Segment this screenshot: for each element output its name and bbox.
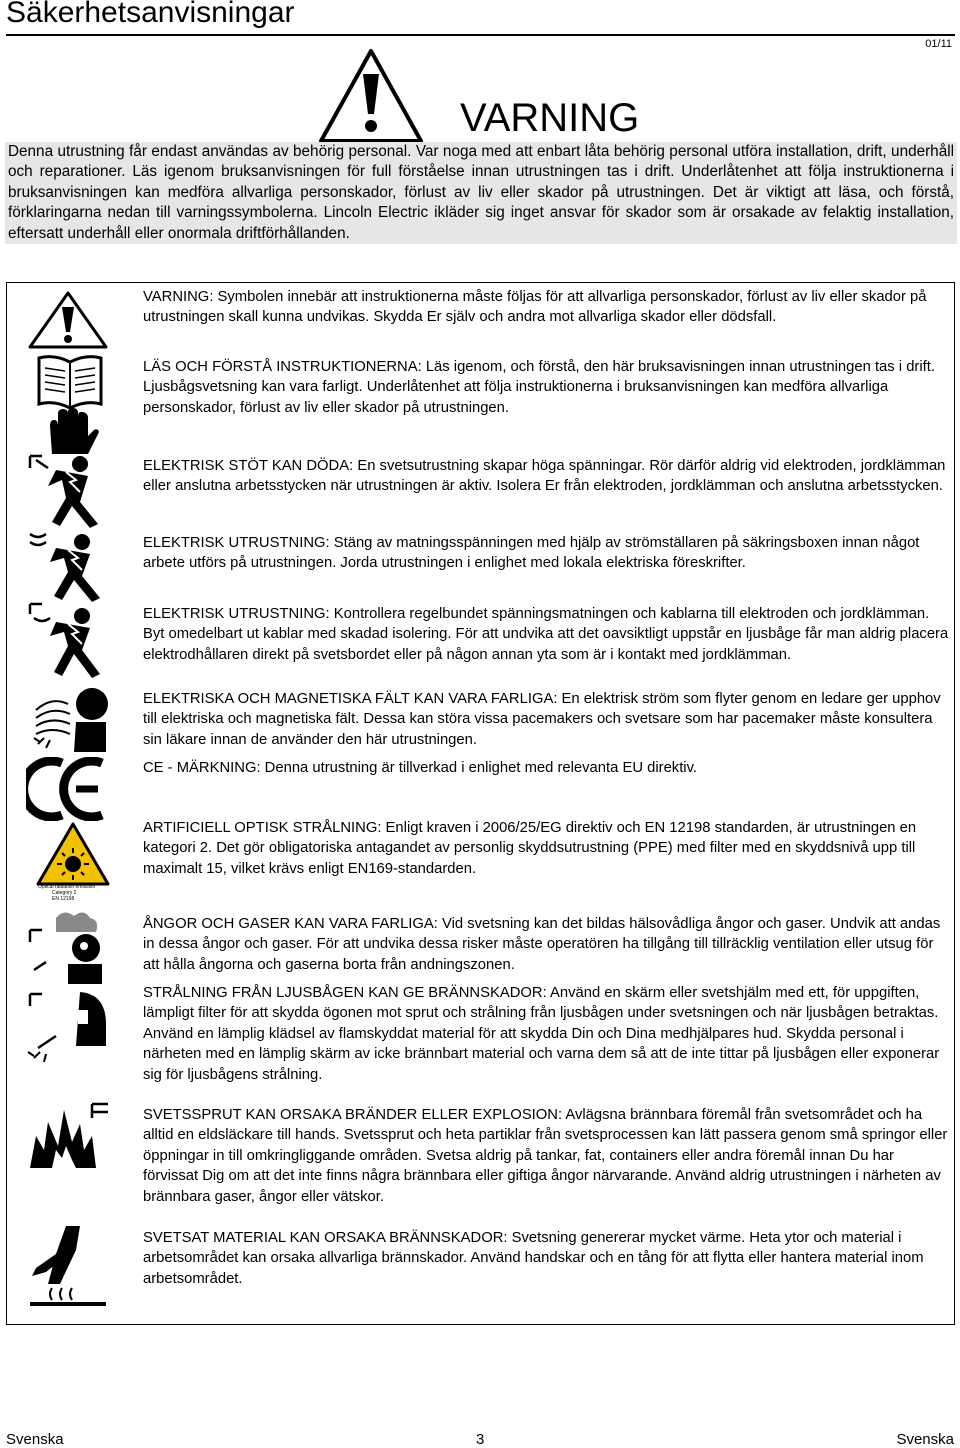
ce-mark-icon [26,757,106,821]
intro-paragraph: Denna utrustning får endast användas av behörig personal. Var noga med att enbart låta behörig personal utföra installation, drift, underhåll och reparationer. Läs igenom bruksanvisningen för full förståelse innan utrustningen tas i drift. Underlåtenhet att följa instruktionerna i bruksanvisningen kan medföra allvarliga personskador, förlust av liv eller skador på utrustningen. Det är viktigt att läsa, och förstå, förklaringarna nedan till varningssymbolerna. Lincoln Electric ikläder sig inget ansvar för skador som är orsakade av felaktig installation, eftersatt underhåll eller onormala driftförhållanden. [5,142,957,244]
entry-fumes-gases: ÅNGOR OCH GASER KAN VARA FARLIGA: Vid svetsning kan det bildas hälsovådliga ångor och gaser. Undvik att andas in dessa ångor och gaser. För att undvika dessa risker måste operatören ha tillgång till tillräcklig ventilation eller utsug för att hålla ångorna och gaserna borta från andningszonen. [143,916,941,973]
entry-warning: VARNING: Symbolen innebär att instruktionerna måste följas för att allvarliga personskador, förlust av liv eller skador på utrustningen skall kunna undvikas. Skydda Er själv och andra mot allvarliga skador eller dödsfall. [143,289,927,326]
warning-triangle-icon [318,48,424,144]
page-number: 3 [476,1431,485,1448]
entry-arc-radiation: STRÅLNING FRÅN LJUSBÅGEN KAN GE BRÄNNSKADOR: Använd en skärm eller svetshjälm med ett, för uppgiften, lämpligt filter för att skydda ögonen mot sprut och strålning från ljusbågen under svetsningen och när ljusbågen betraktas. Använd en lämplig klädsel av flamskyddat material för att skydda Din och Dina medhjälpares hud. Skydda personal i närheten med en lämplig skärm av icke brännbart material och varna dem så att de inte tittar på ljusbågen eller exponerar sig för ljusbågens strålning. [143,985,940,1083]
warning-heading: VARNING [460,96,640,140]
entry-hot-material: SVETSAT MATERIAL KAN ORSAKA BRÄNNSKADOR: Svetsning genererar mycket värme. Heta ytor och material i arbetsområdet kan orsaka allvarliga brännskador. Använd handskar och en tång för att flytta eller hantera material inom arbetsområdet. [143,1230,924,1287]
title-rule [6,34,955,36]
optical-label-line1: Optical radiation emission [38,884,96,890]
entry-spatter-fire: SVETSSPRUT KAN ORSAKA BRÄNDER ELLER EXPLOSION: Avlägsna brännbara föremål från svetsområdet och ha alltid en eldsläckare till hands. Svetssprut och heta partiklar från svetsprocessen kan lätt passera genom små springor eller öppningar in till omkringliggande områden. Svetsa aldrig på tankar, fat, containers eller andra föremål innan Du har förvissat Dig om att det inte finns några brännbara eller giftiga ångor närvarande. Använd aldrig utrustningen i närheten av brännbara gaser, ångor eller vätskor. [143,1107,948,1205]
magnetic-field-icon [30,686,110,752]
optical-radiation-icon [36,822,110,922]
entry-electric-shock: ELEKTRISK STÖT KAN DÖDA: En svetsutrustning skapar höga spänningar. Rör därför aldrig vid elektroden, jordklämman eller anslutna arbetsstycken när utrustningen är aktiv. Isolera Er från elektroden, jordklämman och anslutna arbetsstycken. [143,458,946,495]
page-title: Säkerhetsanvisningar [6,0,295,29]
electric-equipment-icon [26,530,110,602]
cable-check-icon [26,600,110,680]
entry-read-instructions: LÄS OCH FÖRSTÅ INSTRUKTIONERNA: Läs igenom, och förstå, den här bruksavisningen innan utrustningen tas i drift. Ljusbågsvetsning kan vara farligt. Underlåtenhet att följa instruktionerna i bruksanvisningen kan medföra allvarliga personskador, förlust av liv eller skador på utrustningen. [143,359,935,416]
hot-material-icon [26,1224,110,1308]
warning-icon [26,290,110,350]
entry-ce-marking: CE - MÄRKNING: Denna utrustning är tillverkad i enlighet med relevanta EU direktiv. [143,760,698,776]
hand-icon [44,408,100,456]
spatter-fire-icon [26,1100,116,1172]
book-icon [36,352,104,410]
footer-language-right: Svenska [896,1431,954,1448]
optical-radiation-label [38,884,108,902]
entry-electric-equipment-2: ELEKTRISK UTRUSTNING: Kontrollera regelbundet spänningsmatningen och kablarna till elektroden och jordklämman. Byt omedelbart ut kablar med skadad isolering. För att undvika att det oavsiktligt uppstår en ljusbåge får man aldrig placera elektrodhållaren direkt på svetsbordet eller på någon annan yta som är i kontakt med jordklämman. [143,606,949,663]
fumes-icon [26,908,110,984]
electric-shock-icon [26,450,110,530]
arc-radiation-icon [26,988,110,1064]
optical-label-line2: Category 2 [52,890,77,896]
footer-language-left: Svenska [6,1431,64,1448]
page-code: 01/11 [925,38,952,50]
optical-label-line3: EN 12198 [52,896,75,902]
entry-electric-equipment-1: ELEKTRISK UTRUSTNING: Stäng av matningsspänningen med hjälp av strömställaren på säkringsboxen innan något arbete utförs på utrustningen. Jorda utrustningen i enlighet med lokala elektriska föreskrifter. [143,535,920,572]
entry-magnetic-fields: ELEKTRISKA OCH MAGNETISKA FÄLT KAN VARA FARLIGA: En elektrisk ström som flyter genom en ledare ger upphov till elektriska och magnetiska fält. Dessa kan störa vissa pacemakers och svetsare som har pacemaker måste konsultera sin läkare innan de använder den här utrustningen. [143,691,941,748]
entry-optical-radiation: ARTIFICIELL OPTISK STRÅLNING: Enligt kraven i 2006/25/EG direktiv och EN 12198 standarden, är utrustningen en kategori 2. Det gör obligatoriska antagandet av personlig skyddsutrustning (PPE) med filter med en skyddsnivå upp till maximalt 15, vilket krävs enligt EN169-standarden. [143,820,917,877]
